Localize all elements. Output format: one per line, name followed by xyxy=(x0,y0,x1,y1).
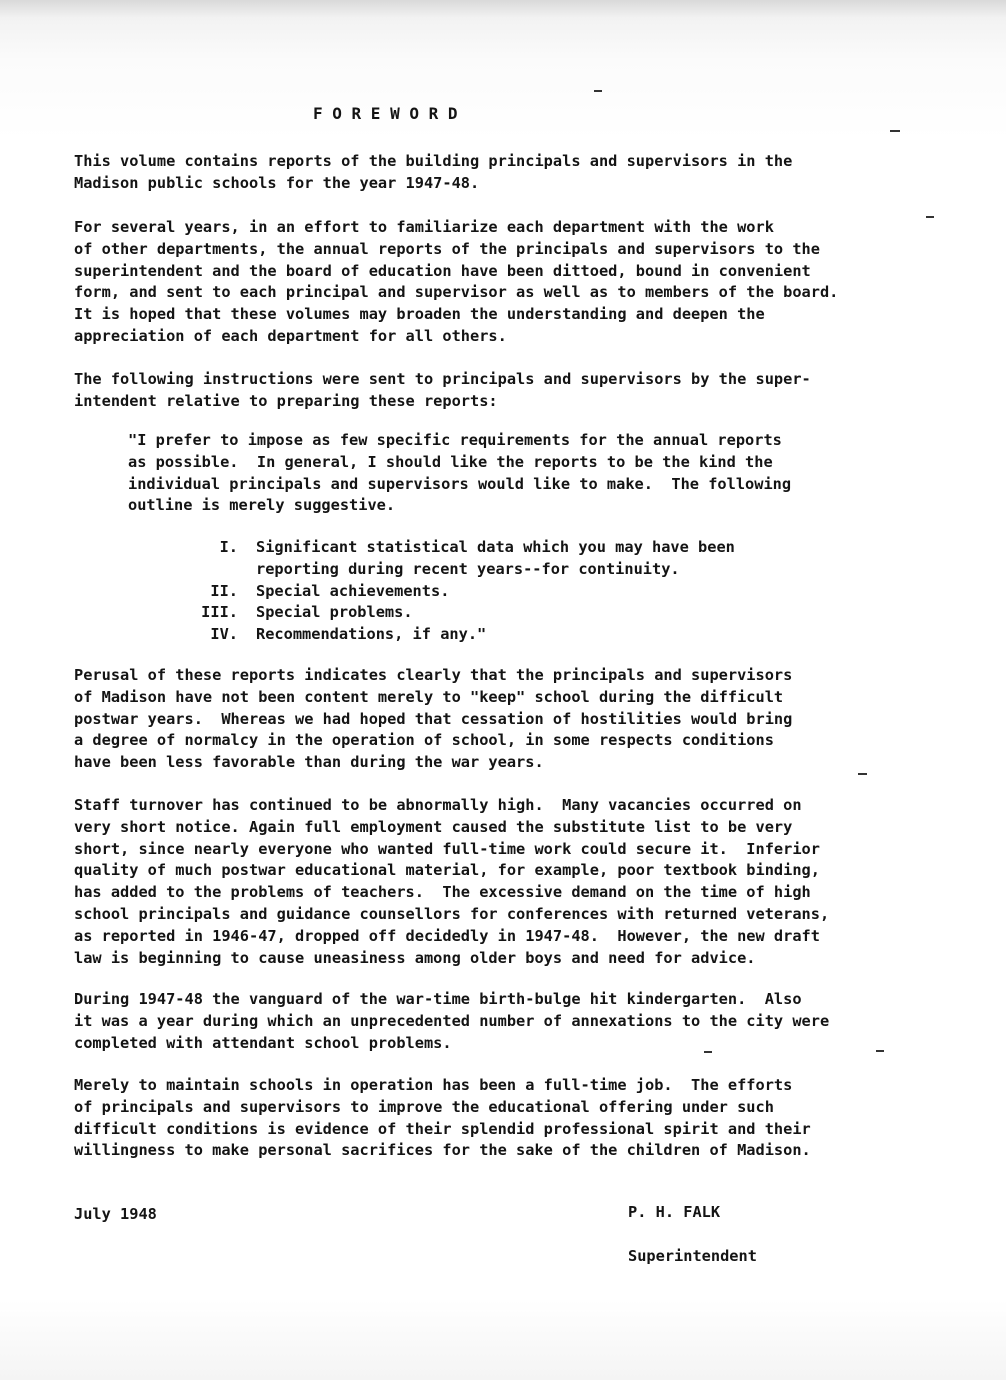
perusal-paragraph: Perusal of these reports indicates clearly that the principals and supervisors of Madison have not been content merely to "keep" school during the difficult postwar years. Whereas we had hoped that cessation of hostilities would bring a degree of normalcy in the operation of school, in some respects conditions have been less favorable than during the war years. xyxy=(74,666,793,772)
outline-list xyxy=(190,537,735,646)
outline-item xyxy=(190,624,735,646)
outline-number: II. xyxy=(210,581,238,600)
outline-number: III. xyxy=(201,603,238,622)
signer-title: Superintendent xyxy=(628,1247,757,1265)
scan-mark xyxy=(594,90,602,92)
outline-item xyxy=(190,602,735,624)
closing-paragraph: Merely to maintain schools in operation has been a full-time job. The efforts of principals and supervisors to improve the educational offering under such difficult conditions is evidence of their splendid professional spirit and their willingness to make personal sacrifices for the sake of the children of Madison. xyxy=(74,1076,811,1160)
quoted-instructions: "I prefer to impose as few specific requirements for the annual reports as possible. In general, I should like the reports to be the kind the individual principals and supervisors would like to make. The following outline is merely suggestive. xyxy=(128,431,792,515)
scan-mark xyxy=(926,216,934,218)
outline-text: Significant statistical data which you may have been reporting during recent years--for continuity. xyxy=(256,538,735,578)
birth-bulge-paragraph: During 1947-48 the vanguard of the war-time birth-bulge hit kindergarten. Also it was a year during which an unprecedented number of annexations to the city were completed with attendant school problems. xyxy=(74,990,830,1052)
instructions-paragraph: The following instructions were sent to principals and supervisors by the super- intendent relative to preparing these reports: xyxy=(74,370,811,410)
outline-item xyxy=(190,581,735,603)
intro-paragraph: This volume contains reports of the building principals and supervisors in the Madison public schools for the year 1947-48. xyxy=(74,152,793,192)
scan-mark xyxy=(704,1051,712,1053)
outline-text: Special achievements. xyxy=(256,581,450,600)
outline-number: IV. xyxy=(210,625,238,644)
scan-mark xyxy=(858,773,867,775)
outline-item xyxy=(190,537,735,581)
outline-text: Recommendations, if any." xyxy=(256,625,487,644)
purpose-paragraph: For several years, in an effort to familiarize each department with the work of other departments, the annual reports of the principals and supervisors to the superintendent and the board of education have been dittoed, bound in convenient form, and sent to each principal and supervisor as well as to members of the board. It is hoped that these volumes may broaden the understanding and deepen the appreciation of each department for all others. xyxy=(74,218,839,345)
scan-mark xyxy=(876,1050,884,1052)
staff-paragraph: Staff turnover has continued to be abnormally high. Many vacancies occurred on very short notice. Again full employment caused the substitute list to be very short, since nearly everyone who wanted full-time work could secure it. Inferior quality of much postwar educational material, for example, poor textbook binding, has added to the problems of teachers. The excessive demand on the time of high school principals and guidance counsellors for conferences with returned veterans, as reported in 1946-47, dropped off decidedly in 1947-48. However, the new draft law is beginning to cause uneasiness among older boys and need for advice. xyxy=(74,796,830,967)
outline-number: I. xyxy=(219,538,238,556)
outline-text: Special problems. xyxy=(256,603,413,622)
scan-mark xyxy=(890,130,900,132)
signer-name: P. H. FALK xyxy=(628,1203,721,1221)
document-date: July 1948 xyxy=(74,1205,157,1223)
page-heading: F O R E W O R D xyxy=(313,104,458,123)
